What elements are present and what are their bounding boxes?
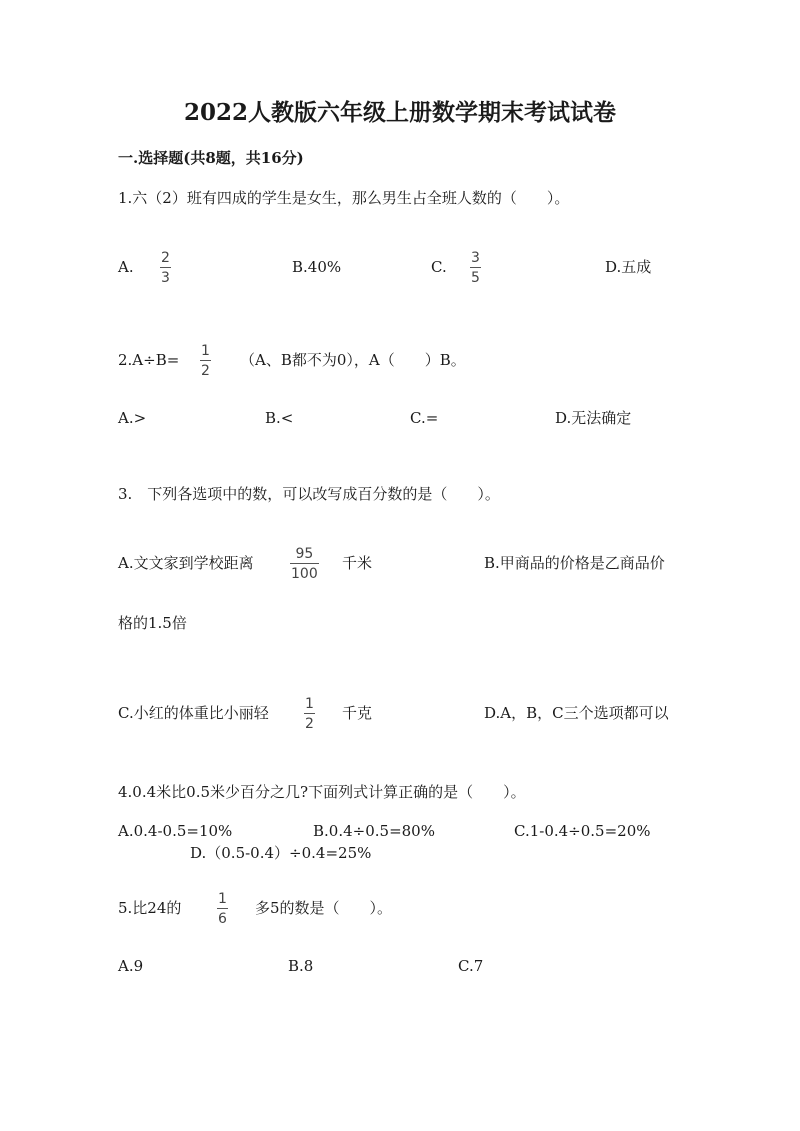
option-b[interactable]: B.40% [292, 258, 342, 276]
option-b-continuation: 格的1.5倍 [118, 614, 187, 632]
question-stem-prefix: 2.A÷B= [118, 351, 180, 369]
option-a[interactable]: A. [118, 258, 134, 276]
fraction [160, 250, 171, 286]
fraction [290, 546, 319, 582]
denominator: 2 [305, 716, 314, 732]
option-c[interactable]: C.= [410, 409, 439, 427]
option-b[interactable]: B.甲商品的价格是乙商品价 [484, 554, 665, 572]
fraction-bar [160, 267, 171, 268]
option-a[interactable]: A.文文家到学校距离 [118, 554, 254, 572]
option-b[interactable]: B.< [265, 409, 294, 427]
numerator: 1 [218, 891, 227, 907]
option-c[interactable]: C. [431, 258, 447, 276]
option-b[interactable]: B.0.4÷0.5=80% [313, 822, 435, 840]
numerator: 2 [161, 250, 170, 266]
question-stem: 4.0.4米比0.5米少百分之几?下面列式计算正确的是（ ）。 [118, 783, 526, 801]
option-c[interactable]: C.1-0.4÷0.5=20% [514, 822, 651, 840]
option-b[interactable]: B.8 [288, 957, 314, 975]
numerator: 1 [201, 343, 210, 359]
option-a[interactable]: A.0.4-0.5=10% [118, 822, 233, 840]
question-stem: 3. 下列各选项中的数，可以改写成百分数的是（ ）。 [118, 485, 500, 503]
fraction-bar [470, 267, 481, 268]
denominator: 5 [471, 270, 480, 286]
denominator: 6 [218, 911, 227, 927]
section-heading: 一.选择题(共8题，共16分) [118, 149, 304, 167]
fraction [304, 696, 315, 732]
numerator: 3 [471, 250, 480, 266]
unit-label: 千米 [342, 554, 373, 572]
fraction [217, 891, 228, 927]
question-stem-prefix: 5.比24的 [118, 899, 182, 917]
option-d[interactable]: D.A，B，C三个选项都可以 [484, 704, 669, 722]
option-c[interactable]: C.7 [458, 957, 484, 975]
question-stem-suffix: 多5的数是（ ）。 [255, 899, 393, 917]
fraction [200, 343, 211, 379]
fraction-bar [290, 563, 319, 564]
denominator: 2 [201, 363, 210, 379]
option-d[interactable]: D.（0.5-0.4）÷0.4=25% [190, 844, 372, 862]
question-stem: 1.六（2）班有四成的学生是女生，那么男生占全班人数的（ ）。 [118, 189, 570, 207]
option-d[interactable]: D.无法确定 [555, 409, 632, 427]
fraction-bar [217, 908, 228, 909]
fraction-bar [304, 713, 315, 714]
denominator: 3 [161, 270, 170, 286]
page-title: 2022人教版六年级上册数学期末考试试卷 [183, 99, 616, 126]
numerator: 95 [295, 546, 314, 562]
numerator: 1 [305, 696, 314, 712]
question-stem-suffix: （A、B都不为0），A（ ）B。 [240, 351, 466, 369]
option-d[interactable]: D.五成 [605, 258, 652, 276]
option-c[interactable]: C.小红的体重比小丽轻 [118, 704, 269, 722]
fraction-bar [200, 360, 211, 361]
fraction [470, 250, 481, 286]
unit-label: 千克 [342, 704, 373, 722]
denominator: 100 [291, 566, 318, 582]
option-a[interactable]: A.> [118, 409, 147, 427]
option-a[interactable]: A.9 [118, 957, 144, 975]
